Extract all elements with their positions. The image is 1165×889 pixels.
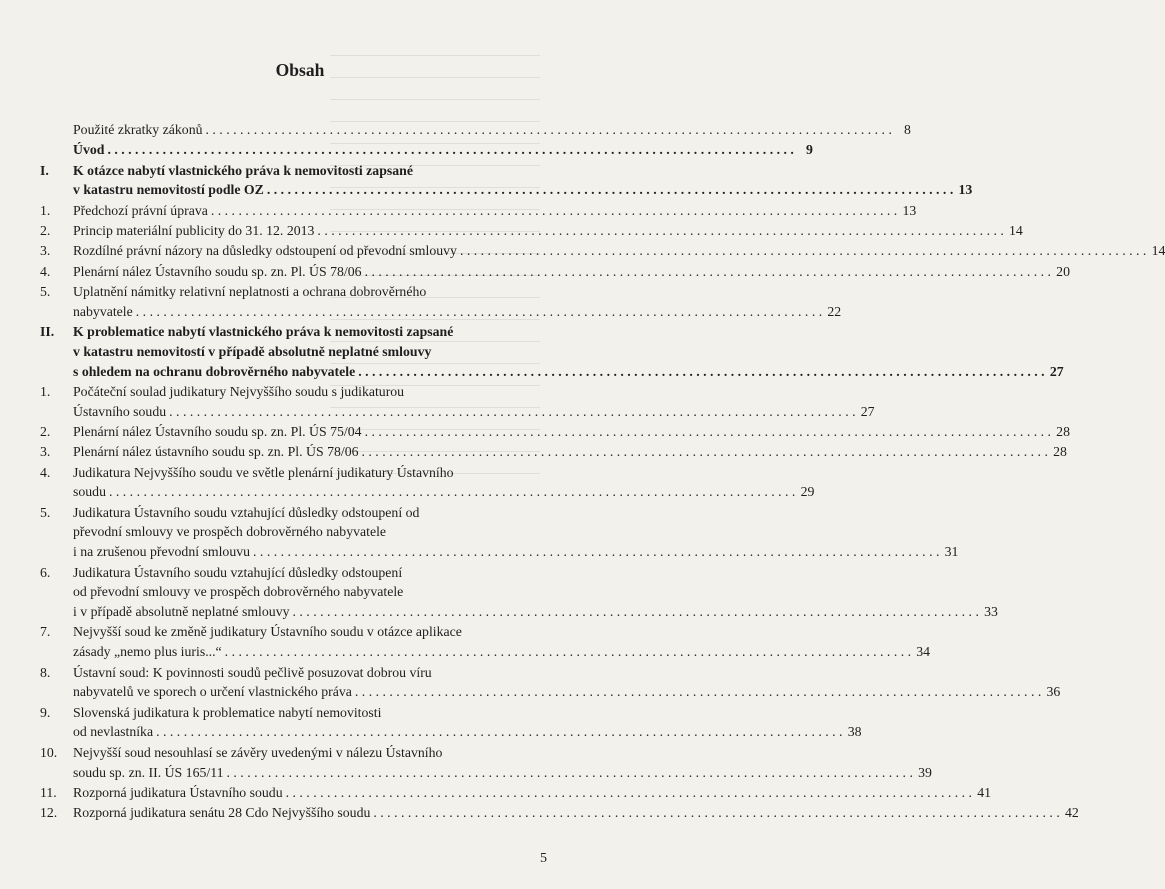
toc-entry-number: 5. <box>40 283 51 299</box>
toc-entry-page: 41 <box>977 784 992 800</box>
dot-leader <box>107 140 793 160</box>
toc-entry-number: 4. <box>40 263 51 279</box>
toc-entry <box>40 221 1023 241</box>
dot-leader <box>225 642 911 662</box>
dot-leader <box>286 783 972 803</box>
dot-leader <box>253 542 939 562</box>
toc-entry <box>40 262 1070 282</box>
toc-entry-body <box>73 563 998 622</box>
toc-entry-body <box>73 663 1060 703</box>
toc-entry-body <box>73 201 916 221</box>
toc-entry-number: 5. <box>40 504 51 520</box>
toc-entry-page: 13 <box>958 182 973 198</box>
toc-entry-page: 22 <box>827 303 842 319</box>
toc-entry <box>40 463 815 503</box>
toc-entry-line: s ohledem na ochranu dobrověrného nabyvatele <box>73 363 356 379</box>
toc-entry <box>40 120 911 140</box>
toc-entry-line: soudu <box>73 484 106 500</box>
page-number: 5 <box>540 851 547 866</box>
toc-entry-body <box>73 282 841 322</box>
toc-entry-page: 31 <box>944 544 959 560</box>
toc-entry-line: Použité zkratky zákonů <box>73 122 203 137</box>
toc-entry-line: nabyvatele <box>73 303 133 319</box>
toc-entry-page: 36 <box>1046 684 1061 700</box>
toc-entry-line: Ústavního soudu <box>73 403 167 419</box>
toc-entry-page: 20 <box>1056 263 1070 279</box>
toc-entry-number: 12. <box>40 805 58 821</box>
toc-entry-line: K otázce nabytí vlastnického práva k nemovitosti zapsané <box>73 162 413 178</box>
toc-entry <box>40 382 875 422</box>
toc-entry <box>40 783 992 803</box>
toc-entry-line: Rozporná judikatura senátu 28 Cdo Nejvyššího soudu <box>73 805 371 821</box>
toc-entry-line: Úvod <box>73 142 105 158</box>
toc-entry-body <box>73 803 1079 823</box>
toc-entry-number: 4. <box>40 464 51 480</box>
toc-entry-number: 6. <box>40 564 51 580</box>
toc-entry-line: Princip materiální publicity do 31. 12. 2013 <box>73 222 315 238</box>
toc-entry-line: Judikatura Ústavního soudu vztahující důsledky odstoupení od <box>73 504 420 520</box>
toc-entry-body <box>73 161 972 201</box>
toc-entry <box>40 241 1165 261</box>
dot-leader <box>156 722 842 742</box>
toc-entry-page: 27 <box>860 403 875 419</box>
toc-entry-page: 38 <box>847 724 862 740</box>
toc-entry-page: 33 <box>984 604 998 620</box>
toc-entry-line: od převodní smlouvy ve prospěch dobrověrného nabyvatele <box>73 584 404 600</box>
toc-entry-body <box>73 783 991 803</box>
toc-entry-line: Rozporná judikatura Ústavního soudu <box>73 784 283 800</box>
toc-entry <box>40 282 842 322</box>
toc-entry-body <box>73 382 875 422</box>
toc-entry-page: 27 <box>1049 363 1064 379</box>
toc-entry <box>40 703 862 743</box>
toc-entry-line: Nejvyšší soud nesouhlasí se závěry uvedenými v nálezu Ústavního <box>73 744 443 760</box>
toc-entry-body <box>73 703 862 743</box>
dot-leader <box>206 120 892 140</box>
toc-entry-number: 1. <box>40 202 51 218</box>
toc-entry-number: I. <box>40 162 49 178</box>
toc-entry-line: Judikatura Ústavního soudu vztahující důsledky odstoupení <box>73 564 403 580</box>
toc-entry-line: Nejvyšší soud ke změně judikatury Ústavního soudu v otázce aplikace <box>73 624 462 640</box>
dot-leader <box>267 180 953 200</box>
dot-leader <box>358 362 1044 382</box>
toc-entry-number: 2. <box>40 423 51 439</box>
toc-entry <box>40 322 1064 381</box>
toc-entry-line: K problematice nabytí vlastnického práva k nemovitosti zapsané <box>73 323 454 339</box>
dot-leader <box>317 221 1003 241</box>
toc-entry-page: 8 <box>904 122 911 137</box>
toc-entry-page: 13 <box>902 202 917 218</box>
dot-leader <box>136 302 822 322</box>
dot-leader <box>365 422 1051 442</box>
toc-entry <box>40 663 1061 703</box>
toc-entry-page: 39 <box>918 764 932 780</box>
toc-entry-line: Rozdílné právní názory na důsledky odstoupení od převodní smlouvy <box>73 243 457 259</box>
dot-leader <box>169 402 855 422</box>
toc-entry-line: v katastru nemovitostí podle OZ <box>73 182 264 198</box>
toc-entry-line: Judikatura Nejvyššího soudu ve světle plenární judikatury Ústavního <box>73 464 454 480</box>
toc-entry-number: 3. <box>40 444 51 460</box>
toc-entry-body <box>73 120 911 140</box>
toc-entry-line: zásady „nemo plus iuris...“ <box>73 644 222 660</box>
toc-entry-number: 11. <box>40 784 57 800</box>
dot-leader <box>109 482 795 502</box>
toc-entry-line: Plenární nález Ústavního soudu sp. zn. Pl. ÚS 75/04 <box>73 423 362 439</box>
toc-entry-body <box>73 422 1070 442</box>
dot-leader <box>460 241 1146 261</box>
toc-entry-page: 9 <box>805 142 813 158</box>
dot-leader <box>227 763 913 783</box>
toc-entry <box>40 563 998 622</box>
toc-entry-line: Předchozí právní úprava <box>73 202 208 218</box>
dot-leader <box>362 442 1048 462</box>
toc-entry <box>40 803 1079 823</box>
toc-entry-line: Plenární nález Ústavního soudu sp. zn. Pl. ÚS 78/06 <box>73 263 362 279</box>
toc-entry-page: 14 <box>1009 222 1023 238</box>
toc-entry-body <box>73 622 930 662</box>
toc-entry <box>40 201 917 221</box>
toc-entry-line: v katastru nemovitostí v případě absolutně neplatné smlouvy <box>73 343 432 359</box>
toc-entry-line: nabyvatelů ve sporech o určení vlastnického práva <box>73 684 352 700</box>
toc-entry-line: soudu sp. zn. II. ÚS 165/11 <box>73 764 224 780</box>
toc-entry <box>40 140 813 160</box>
toc-entry-number <box>40 140 73 160</box>
toc-entry-line: Počáteční soulad judikatury Nejvyššího soudu s judikaturou <box>73 383 405 399</box>
toc-entry-page: 28 <box>1053 444 1067 460</box>
toc-entry <box>40 422 1070 442</box>
toc-entry-page: 14 <box>1151 243 1165 259</box>
toc-entry-number <box>40 120 73 140</box>
toc-entry-line: Uplatnění námitky relativní neplatnosti a ochrana dobrověrného <box>73 283 427 299</box>
toc-entry-line: i v případě absolutně neplatné smlouvy <box>73 604 290 620</box>
toc-entry-line: převodní smlouvy ve prospěch dobrověrného nabyvatele <box>73 524 387 540</box>
dot-leader <box>355 682 1041 702</box>
dot-leader <box>293 602 979 622</box>
toc-entry-body <box>73 322 1064 381</box>
toc-entry <box>40 743 932 783</box>
toc-entry-body <box>73 262 1070 282</box>
toc-entry-line: i na zrušenou převodní smlouvu <box>73 544 251 560</box>
toc-entry-number: 8. <box>40 664 51 680</box>
toc-entry-body <box>73 140 813 160</box>
toc-entry-page: 34 <box>916 644 931 660</box>
toc-entry-body <box>73 442 1067 462</box>
toc-entry <box>40 503 959 562</box>
toc-entry-line: Plenární nález ústavního soudu sp. zn. Pl. ÚS 78/06 <box>73 444 359 460</box>
toc-entry-line: Slovenská judikatura k problematice nabytí nemovitosti <box>73 704 382 720</box>
toc-entry <box>40 442 1067 462</box>
table-of-contents <box>40 120 1165 823</box>
toc-entry <box>40 161 973 201</box>
toc-entry-line: od nevlastníka <box>73 724 154 740</box>
toc-entry-line: Ústavní soud: K povinnosti soudů pečlivě posuzovat dobrou víru <box>73 664 432 680</box>
dot-leader <box>365 262 1051 282</box>
toc-entry-body <box>73 743 932 783</box>
toc-entry-number: 1. <box>40 383 51 399</box>
toc-entry-page: 29 <box>800 484 815 500</box>
page-title: Obsah <box>275 60 325 80</box>
dot-leader <box>211 201 897 221</box>
toc-entry-number: II. <box>40 323 55 339</box>
toc-entry-number: 2. <box>40 222 51 238</box>
toc-entry-number: 9. <box>40 704 51 720</box>
toc-entry-body <box>73 463 814 503</box>
toc-entry-body <box>73 503 958 562</box>
toc-entry-page: 42 <box>1064 805 1079 821</box>
toc-entry-body <box>73 241 1165 261</box>
toc-entry-number: 10. <box>40 744 58 760</box>
toc-entry <box>40 622 931 662</box>
toc-entry-page: 28 <box>1056 423 1070 439</box>
toc-entry-number: 7. <box>40 624 51 640</box>
toc-entry-body <box>73 221 1023 241</box>
dot-leader <box>373 803 1059 823</box>
toc-entry-number: 3. <box>40 243 51 259</box>
